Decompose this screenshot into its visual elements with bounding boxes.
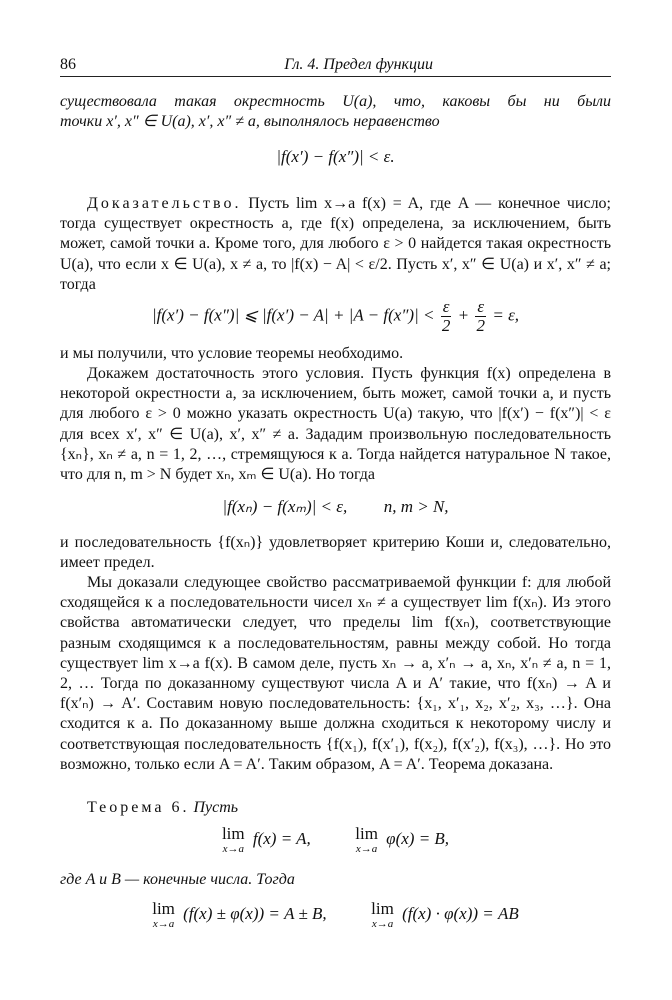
proof-text: Пусть lim x→a f(x) = A, где A — конечное число; тогда существует окрестность a, где f(x) определена, за исключением, быть может, самой точки a. Кроме того, для любого ε > 0 найдется такая окрестность U(a), что если x ∈ U(a), x ≠ a, то |f(x) − A| < ε/2. Пусть x′, x″ ∈ U(a) и x′, x″ ≠ a; тогда	[60, 195, 612, 293]
proof-label: Доказательство.	[87, 195, 242, 212]
statement-line-1: существовала такая окрестность U(a), что, каковы бы ни были	[60, 93, 611, 110]
lim-word-2: lim	[355, 824, 378, 843]
eq5-right: (f(x) · φ(x)) = AB	[402, 903, 519, 923]
page-header	[60, 54, 611, 77]
eq5-left: (f(x) ± φ(x)) = A ± B,	[183, 903, 327, 923]
eq4-right: φ(x) = B,	[386, 828, 450, 848]
paragraph-cauchy: и последовательность {f(xₙ)} удовлетворяет критерию Коши и, следовательно, имеет предел.	[60, 534, 611, 572]
theorem-lead: Пусть	[193, 799, 239, 816]
lim-word-4: lim	[371, 899, 394, 918]
statement-line-2: точки x′, x″ ∈ U(a), x′, x″ ≠ a, выполнялось неравенство	[60, 113, 440, 131]
eq3-left: |f(xₙ) − f(xₘ)| < ε,	[222, 497, 348, 516]
theorem-statement-end	[60, 92, 611, 132]
theorem-label: Теорема 6.	[87, 799, 190, 816]
theorem-conditions: где A и B — конечные числа. Тогда	[60, 871, 295, 888]
limit-operator-4	[371, 900, 394, 930]
paragraph-necessity: и мы получили, что условие теоремы необходимо.	[60, 345, 404, 362]
lim-word-3: lim	[152, 899, 175, 918]
eq4-left: f(x) = A,	[252, 828, 311, 848]
eq2-left: |f(x′) − f(x″)| ⩽ |f(x′) − A| + |A − f(x″)| <	[151, 305, 435, 325]
frac1-den: 2	[441, 316, 451, 335]
lim-word-1: lim	[221, 824, 245, 843]
equation-sequence-bound	[60, 497, 611, 517]
eq2-end: = ε,	[492, 305, 520, 325]
limit-operator-3	[152, 900, 175, 930]
frac2-den: 2	[476, 316, 485, 335]
frac1-num: ε	[442, 297, 450, 316]
frac2-num: ε	[477, 297, 485, 316]
lim-sub-2: x→a	[355, 843, 378, 855]
page-number: 86	[60, 56, 76, 73]
proof-paragraph	[60, 194, 611, 295]
lim-sub-4: x→a	[371, 918, 394, 930]
lim-sub-1: x→a	[222, 843, 244, 855]
running-title: Гл. 4. Предел функции	[284, 56, 433, 73]
equation-cauchy-condition: |f(x′) − f(x″)| < ε.	[276, 147, 395, 166]
lim-sub-3: x→a	[152, 918, 175, 930]
paragraph-main-argument: Мы доказали следующее свойство рассматриваемой функции f: для любой сходящейся к a последовательности чисел xₙ ≠ a существует lim f(xₙ). Из этого свойства автоматически следует, что пределы lim f(xₙ), соответствующие разным сходящимся к a последовательностям, равны между собой. Но тогда существует lim x→a f(x). В самом деле, пусть xₙ → a, x′ₙ → a, xₙ, x′ₙ ≠ a, n = 1, 2, … Тогда по доказанному существуют числа A и A′ такие, что f(xₙ) → A и f(x′ₙ) → A′. Составим новую последовательность: {x₁, x′₁, x₂, x′₂, x₃, …}. Она сходится к a. По доказанному выше должна сходиться к некоторому числу и соответствующая последовательность {f(x₁), f(x′₁), f(x₂), f(x′₂), f(x₃), …}. Но это возможно, только если A = A′. Таким образом, A = A′. Теорема доказана.	[60, 574, 611, 773]
equation-given-limits	[60, 825, 611, 855]
eq3-right: n, m > N,	[383, 497, 449, 516]
fraction-eps-half-1	[441, 298, 452, 335]
limit-operator-2	[355, 825, 378, 855]
equation-limit-properties	[60, 900, 611, 930]
fraction-eps-half-2	[475, 298, 486, 335]
equation-triangle-inequality	[60, 298, 611, 335]
eq2-plus: +	[457, 305, 470, 325]
theorem-6-heading	[60, 798, 611, 818]
paragraph-sufficiency: Докажем достаточность этого условия. Пусть функция f(x) определена в некоторой окрестности a, за исключением, быть может, самой точки a, и пусть для любого ε > 0 можно указать окрестность U(a) такую, что |f(x′) − f(x″)| < ε для всех x′, x″ ∈ U(a), x′, x″ ≠ a. Зададим произвольную последовательность {xₙ}, xₙ ≠ a, n = 1, 2, …, стремящуюся к a. Тогда найдется натуральное N такое, что для n, m > N будет xₙ, xₘ ∈ U(a). Но тогда	[60, 365, 611, 484]
limit-operator-1	[222, 825, 245, 855]
